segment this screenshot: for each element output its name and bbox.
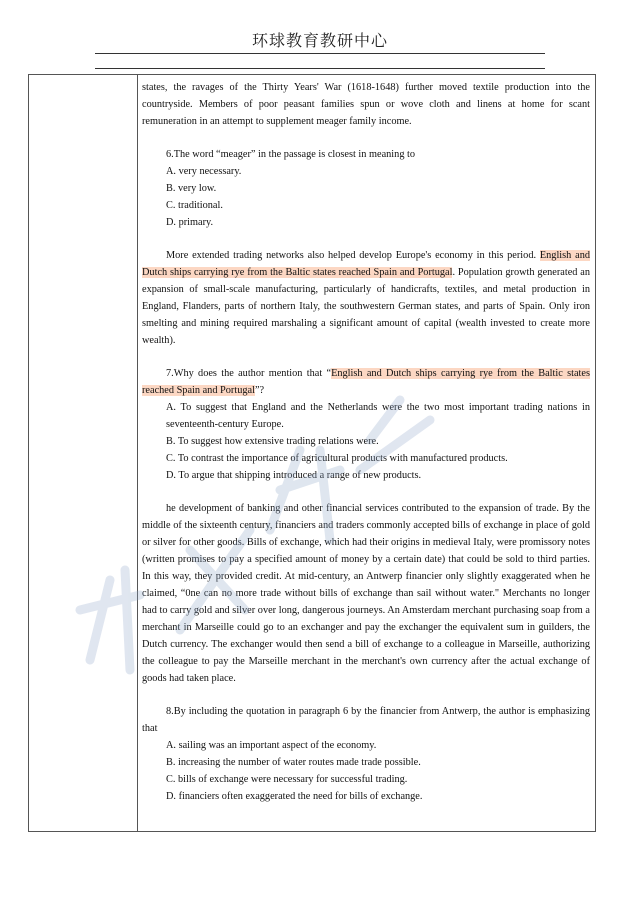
question-7 — [142, 365, 590, 399]
q7-text-end: ”? — [254, 385, 265, 396]
q6-option-c[interactable]: C. traditional. — [166, 200, 223, 211]
q7-option-b[interactable]: B. To suggest how extensive trading relations were. — [166, 436, 379, 447]
q6-option-a[interactable]: A. very necessary. — [166, 166, 242, 177]
q7-option-c[interactable]: C. To contrast the importance of agricultural products with manufactured products. — [166, 453, 508, 464]
highlighted-sentence: English and Dutch ships carrying rye from the Baltic states reached Spain and Portugal — [142, 250, 591, 278]
passage-cell — [142, 79, 590, 805]
header-rule-bottom — [95, 68, 545, 69]
q6-option-d[interactable]: D. primary. — [166, 217, 214, 228]
column-divider — [137, 75, 138, 831]
paragraph-2 — [142, 247, 590, 349]
content-table — [28, 74, 596, 832]
paragraph-2-start: More extended trading networks also helped develop Europe's economy in this period. — [166, 250, 537, 261]
q7-text-start: 7.Why does the author mention that “ — [166, 368, 332, 379]
q8-option-b[interactable]: B. increasing the number of water routes made trade possible. — [166, 757, 421, 768]
q6-option-b[interactable]: B. very low. — [166, 183, 217, 194]
question-6: 6.The word “meager” in the passage is closest in meaning to — [166, 149, 416, 160]
q8-option-c[interactable]: C. bills of exchange were necessary for successful trading. — [166, 774, 408, 785]
q8-option-d[interactable]: D. financiers often exaggerated the need for bills of exchange. — [166, 791, 423, 802]
paragraph-3: he development of banking and other financial services contributed to the expansion of trade. By the middle of the sixteenth century, financiers and traders commonly accepted bills of exchange in place of gold or silver for other goods. Bills of exchange, which had their origins in medieval Italy, were promissory notes (written promises to pay a specified amount of money by a certain date) that could be sold to third parties. In this way, they provided credit. At mid-century, an Antwerp financier only slightly exaggerated when he claimed, “0ne can no more trade without bills of exchange than sail without water." Merchants no longer had to carry gold and silver over long, dangerous journeys. An Amsterdam merchant purchasing soap from a merchant in Marseille could go to an exchanger and pay the exchanger the equivalent sum in guilders, the Dutch currency. The exchanger would then send a bill of exchange to a colleague in Marseille, authorizing the colleague to pay the Marseille merchant in the merchant's own currency after the actual exchange of goods had taken place. — [142, 503, 590, 684]
question-8: 8.By including the quotation in paragraph 6 by the financier from Antwerp, the author is emphasizing that — [142, 706, 590, 734]
q7-option-a[interactable]: A. To suggest that England and the Netherlands were the two most important trading nations in seventeenth-century Europe. — [166, 402, 590, 430]
header-rule-top — [95, 53, 545, 54]
q7-highlighted-quote: English and Dutch ships carrying rye from the Baltic states reached Spain and Portugal — [142, 368, 590, 396]
header-title: 环球教育教研中心 — [251, 31, 388, 50]
q8-option-a[interactable]: A. sailing was an important aspect of the economy. — [166, 740, 377, 751]
paragraph-1: states, the ravages of the Thirty Years' War (1618-1648) further moved textile production into the countryside. Members of poor peasant families spun or wove cloth and linens at home for scant remuneration in an attempt to supplement meager family income. — [142, 82, 590, 127]
paragraph-2-end: . Population growth generated an expansion of small-scale manufacturing, particularly of handicrafts, textiles, and metal production in England, Flanders, parts of northern Italy, the southwestern German states, and parts of Spain. Only iron smelting and mining required marshaling a significant amount of capital (wealth invested to create more wealth). — [142, 267, 591, 346]
q7-option-d[interactable]: D. To argue that shipping introduced a range of new products. — [166, 470, 422, 481]
